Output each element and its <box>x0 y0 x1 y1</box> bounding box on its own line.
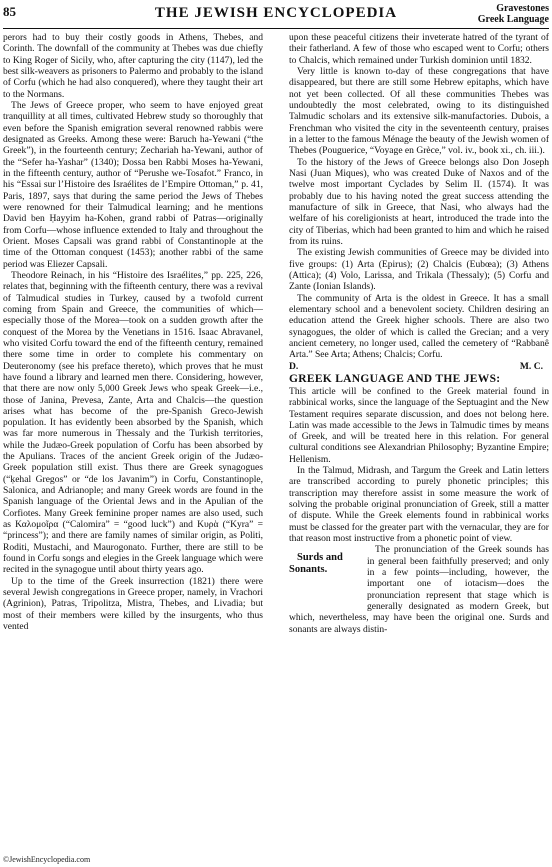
paragraph: Very little is known to-day of these congregations that have disappeared, but there are still some Hebrew epitaphs, which have not yet been collected. Of all these communities Thebes was undoubtedly the most celebrated, owing to its distinguished Talmudic scholars and its extensive silk-manufactories. Dubois, a Frenchman who visited the city in the seventeenth century, praises in a letter to the famous Ménage the beauty of the Jewish women of Thebes (Pouguerice, “Voyage en Grèce,” vol. iv., book xi., ch. iii.). <box>289 65 549 157</box>
paragraph: The community of Arta is the oldest in Greece. It has a small elementary school and a benevolent society. Children desiring an education attend the Greek higher schools. There are also two synagogues, the older of which is called the Grecian; and a very ancient cemetery, no longer used, called the cemetery of “Rabbanê Arta.” See Arta; Athens; Chalcis; Corfu. <box>289 292 549 361</box>
copyright-footer: ©JewishEncyclopedia.com <box>3 855 91 864</box>
left-column <box>3 32 263 860</box>
page-number: 85 <box>3 4 16 19</box>
paragraph: upon these peaceful citizens their inveterate hatred of the tyrant of their fatherland. A few of those who escaped went to Corfu; others to Chalcis, which remained under Turkish dominion until 1832. <box>289 32 549 66</box>
paragraph: To the history of the Jews of Greece belongs also Don Joseph Nasi (Juan Miques), who was created Duke of Naxos and of the twelve most important Cyclades by Selim II. (1574). It was probably due to his having noted the great success attending the manufacture of silk in Greece, that Nasi, who always had the welfare of his coreligionists at heart, introduced the trade into the city of Tiberias, which had been granted to him and which he raised from its ruins. <box>289 156 549 247</box>
running-title: THE JEWISH ENCYCLOPEDIA <box>154 5 398 21</box>
paragraph: In the Talmud, Midrash, and Targum the Greek and Latin letters are transcribed according to purely phonetic principles; this transcription may therefore assist in some measure the work of solving the probable original pronunciation of Greek, still a matter of dispute. While the Greek elements found in rabbinical works must be classed for the greater part with the vernacular, they are for that reason most instructive from a phonetic point of view. <box>289 465 549 545</box>
paragraph: perors had to buy their costly goods in Athens, Thebes, and Corinth. The downfall of the community at Thebes was due chiefly to King Roger of Sicily, who, after capturing the city (1147), led the best silk-weavers as prisoners to Palermo and probably to the island of Corfu (which he had also conquered), where they taught their art to the Normans. <box>3 32 263 100</box>
header-keyword-second: Greek Language <box>477 14 549 25</box>
side-heading-line: Surds and <box>297 552 343 564</box>
paragraph: The Jews of Greece proper, who seem to have enjoyed great tranquillity at all times, cultivated Hebrew study so thoroughly that even before the Spanish emigration several renowned rabbis were designated as Greeks. Among these were: Baruch ha-Yewani (“the Greek”), in the fourteenth century; Zechariah ha-Yewani, author of the “Sefer ha-Yashar” (1340); Dossa ben Rabbi Moses ha-Yewani, in the fifteenth century, author of “Perushe we-Tosafot.” Franco, in his “Essai sur l’Histoire des Israélites de l’Empire Ottoman,” p. 41, Paris, 1897, says that during the same period the Jews of Thebes were renowned for their Talmudical learning; and he mentions David ben Ḥayyim ha-Kohen, grand rabbi of Patras—originally from Corfu—whose influence extended to Italy and throughout the Orient. Moses Capsali was grand rabbi of Constantinople at the time of the Ottoman conquest (1453); another rabbi of the same period was Eliezer Capsali. <box>3 99 263 270</box>
paragraph: The existing Jewish communities of Greece may be divided into five groups: (1) Arta (Epirus); (2) Chalcis (Eubœa); (3) Athens (Attica); (4) Volo, Larissa, and Trikala (Thessaly); (5) Corfu and Zante (Ionian Islands). <box>289 247 549 293</box>
paragraph-text: The pronunciation of the Greek sounds has in general been faithfully preserved; and only in a few points—including, however, the important one of iotacism—does the pronunciation represent that stage which is generally designated as modern Greek, but which, nevertheless, may have been the original one. Surds and sonants are always distin- <box>289 544 549 635</box>
signature-right: M. C. <box>519 360 543 372</box>
header-keywords <box>478 3 549 25</box>
paragraph: This article will be confined to the Greek material found in rabbinical works, since the language of the Septuagint and the New Testament requires separate discussion, and does not belong here. Latin was made accessible to the Jews in Talmudic times by means of Greek, and will be treated here in this relation. For general cultural conditions see Alexandrian Philosophy; Byzantine Empire; Hellenism. <box>289 385 549 465</box>
article-title: GREEK LANGUAGE AND THE JEWS: <box>289 372 501 385</box>
page-header <box>3 2 549 29</box>
right-column <box>289 32 549 860</box>
side-heading <box>289 552 361 608</box>
header-keyword-first: Gravestones <box>496 3 549 14</box>
paragraph: Up to the time of the Greek insurrection (1821) there were several Jewish congregations in Greece proper, namely, in Vrachori (Agrinion), Patras, Tripolitza, Mistra, Thebes, and Livadia; but most of their members were killed by the insurgents, who thus vented <box>3 575 263 633</box>
paragraph-with-sidehead <box>289 544 549 635</box>
signature-left: D. <box>289 360 299 372</box>
side-heading-line: Sonants. <box>289 564 328 576</box>
paragraph: Theodore Reinach, in his “Histoire des Israélites,” pp. 225, 226, relates that, beginning with the fifteenth century, there was a revival of Talmudical studies in Turkey, caused by a twofold current coming from Spain and Greece, the communities of which—especially those of the Morea—took on a sudden growth after the conquest of the Morea by the Venetians in 1516. Isaac Abravanel, who visited Corfu toward the end of the fifteenth century, remained there some time in order to complete his commentary on Deuteronomy (see his preface thereto), which proves that he must have found a library and learned men there. Considering, however, that there are now only 5,000 Greek Jews who speak Greek—i.e., those of Janina, Prevesa, Zante, Arta and Chalcis—the question arises what has become of the pre-Spanish Greco-Jewish population. It has evidently been absorbed by the Spanish, which was far more numerous in Thessaly and the Turkish territories, while the Judæo-Greek population of Corfu has been absorbed by the Apulians. Traces of the ancient Greek origin of the Judæo-Greek population still exist. Thus there are Greek synagogues (“ḳehal Gregos” or “de los Javanim”) in Corfu, Constantinople, Salonica, and Adrianople; and many Greek words are found in the Spanish language of the Oriental Jews and in the Apulian of the Corfiotes. Many Greek feminine proper names are also used, such as Καλομοῖρα (“Calomira” = “good luck”) and Κυρὰ (“Kyra” = “princess”); and there are family names of similar origin, as Politi, Roditi, Mustachi, and Maurogonato. Further, there are still to be found in Corfu songs and elegies in the Greek language which were recited in the synagogue until about thirty years ago. <box>3 269 263 576</box>
author-signature <box>289 361 549 372</box>
